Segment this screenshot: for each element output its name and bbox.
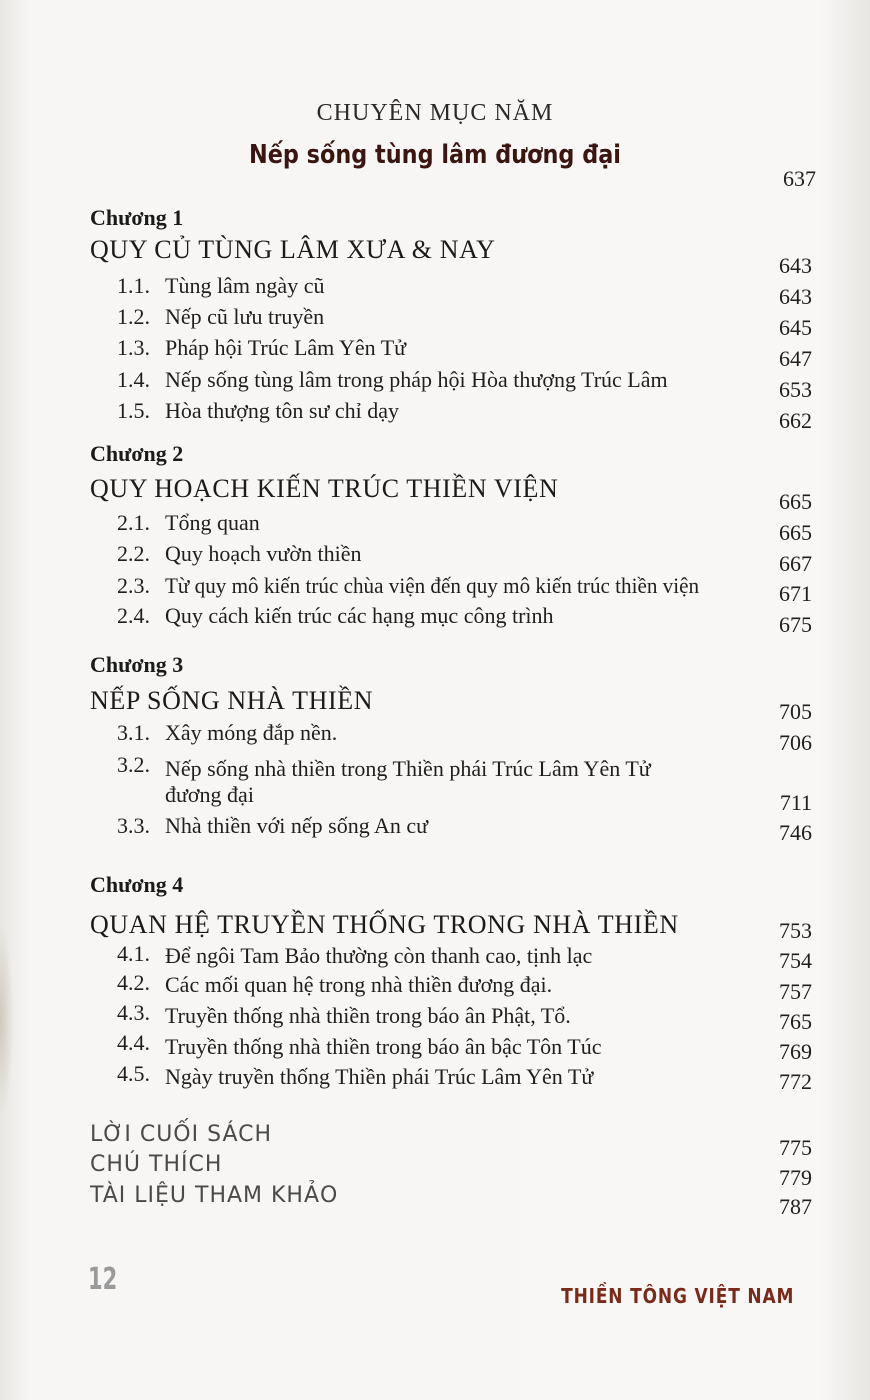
chapter-page-number: 705 bbox=[779, 699, 812, 724]
entry-title: Để ngôi Tam Bảo thường còn thanh cao, tịnh lạc bbox=[165, 943, 593, 968]
entry-number: 1.3. bbox=[117, 335, 150, 360]
entry-page-number: 643 bbox=[779, 284, 812, 309]
chapter-title: QUAN HỆ TRUYỀN THỐNG TRONG NHÀ THIỀN bbox=[90, 910, 679, 939]
entry-page-number: 671 bbox=[779, 581, 812, 606]
entry-page-number: 645 bbox=[779, 315, 812, 340]
chapter-title: QUY CỦ TÙNG LÂM XƯA & NAY bbox=[90, 235, 496, 264]
entry-title: Tổng quan bbox=[165, 510, 260, 535]
entry-title: Truyền thống nhà thiền trong báo ân Phật, Tổ. bbox=[165, 1003, 571, 1028]
entry-number: 2.2. bbox=[117, 541, 150, 566]
back-matter-page-number: 787 bbox=[779, 1194, 812, 1219]
entry-title: Quy hoạch vườn thiền bbox=[165, 541, 362, 566]
entry-title-continued: đương đại bbox=[165, 782, 254, 807]
entry-number: 3.1. bbox=[117, 720, 150, 745]
entry-title: Nhà thiền với nếp sống An cư bbox=[165, 813, 429, 838]
entry-title: Các mối quan hệ trong nhà thiền đương đại. bbox=[165, 972, 553, 997]
back-matter-title: LỜI CUỐI SÁCH bbox=[90, 1122, 273, 1147]
chapter-title: NẾP SỐNG NHÀ THIỀN bbox=[90, 686, 374, 715]
section-label: CHUYÊN MỤC NĂM bbox=[316, 100, 554, 126]
entry-number: 4.5. bbox=[117, 1061, 150, 1086]
entry-number: 1.4. bbox=[117, 367, 150, 392]
section-page-number: 637 bbox=[783, 166, 816, 191]
entry-title: Ngày truyền thống Thiền phái Trúc Lâm Yên Tử bbox=[165, 1064, 594, 1089]
entry-number: 3.3. bbox=[117, 813, 150, 838]
chapter-title: QUY HOẠCH KIẾN TRÚC THIỀN VIỆN bbox=[90, 474, 559, 503]
entry-number: 4.2. bbox=[117, 970, 150, 995]
entry-number: 4.1. bbox=[117, 941, 150, 966]
entry-page-number: 754 bbox=[779, 948, 812, 973]
entry-title: Tùng lâm ngày cũ bbox=[165, 273, 325, 298]
entry-title: Hòa thượng tôn sư chỉ dạy bbox=[165, 398, 400, 423]
chapter-label: Chương 3 bbox=[90, 652, 184, 677]
chapter-page-number: 643 bbox=[779, 253, 812, 278]
entry-number: 4.4. bbox=[117, 1030, 150, 1055]
entry-page-number: 765 bbox=[779, 1009, 812, 1034]
entry-number: 4.3. bbox=[117, 1000, 150, 1025]
entry-title: Quy cách kiến trúc các hạng mục công trình bbox=[165, 603, 554, 628]
entry-page-number: 675 bbox=[779, 612, 812, 637]
entry-page-number: 711 bbox=[779, 790, 812, 815]
entry-number: 1.2. bbox=[117, 304, 150, 329]
entry-number: 1.1. bbox=[117, 273, 150, 298]
running-footer-title: THIỀN TÔNG VIỆT NAM bbox=[560, 1284, 794, 1308]
chapter-label: Chương 1 bbox=[90, 205, 184, 230]
entry-page-number: 647 bbox=[779, 346, 812, 371]
entry-page-number: 772 bbox=[779, 1069, 812, 1094]
entry-number: 3.2. bbox=[117, 752, 150, 777]
entry-number: 2.3. bbox=[117, 573, 150, 598]
entry-page-number: 746 bbox=[779, 820, 812, 845]
chapter-page-number: 665 bbox=[779, 489, 812, 514]
back-matter-title: CHÚ THÍCH bbox=[90, 1152, 223, 1177]
entry-number: 2.1. bbox=[117, 510, 150, 535]
chapter-label: Chương 4 bbox=[90, 872, 184, 897]
entry-page-number: 662 bbox=[779, 408, 812, 433]
section-title: Nếp sống tùng lâm đương đại bbox=[249, 140, 621, 170]
chapter-page-number: 753 bbox=[779, 918, 812, 943]
entry-title: Xây móng đắp nền. bbox=[165, 720, 338, 745]
entry-title: Pháp hội Trúc Lâm Yên Tử bbox=[165, 335, 407, 360]
folio-page-number: 12 bbox=[88, 1262, 118, 1297]
back-matter-page-number: 775 bbox=[779, 1135, 812, 1160]
chapter-label: Chương 2 bbox=[90, 441, 184, 466]
entry-page-number: 757 bbox=[779, 979, 812, 1004]
back-matter-page-number: 779 bbox=[779, 1165, 812, 1190]
entry-title: Nếp sống nhà thiền trong Thiền phái Trúc Lâm Yên Tử bbox=[165, 756, 651, 781]
entry-page-number: 667 bbox=[779, 551, 812, 576]
entry-page-number: 665 bbox=[779, 520, 812, 545]
entry-number: 2.4. bbox=[117, 603, 150, 628]
entry-title: Nếp cũ lưu truyền bbox=[165, 304, 325, 329]
entry-title: Từ quy mô kiến trúc chùa viện đến quy mô kiến trúc thiền viện bbox=[165, 573, 700, 598]
entry-page-number: 769 bbox=[779, 1039, 812, 1064]
entry-title: Nếp sống tùng lâm trong pháp hội Hòa thượng Trúc Lâm bbox=[165, 367, 668, 392]
entry-page-number: 706 bbox=[779, 730, 812, 755]
entry-title: Truyền thống nhà thiền trong báo ân bậc Tôn Túc bbox=[165, 1034, 602, 1059]
entry-number: 1.5. bbox=[117, 398, 150, 423]
entry-page-number: 653 bbox=[779, 377, 812, 402]
back-matter-title: TÀI LIỆU THAM KHẢO bbox=[90, 1183, 339, 1208]
